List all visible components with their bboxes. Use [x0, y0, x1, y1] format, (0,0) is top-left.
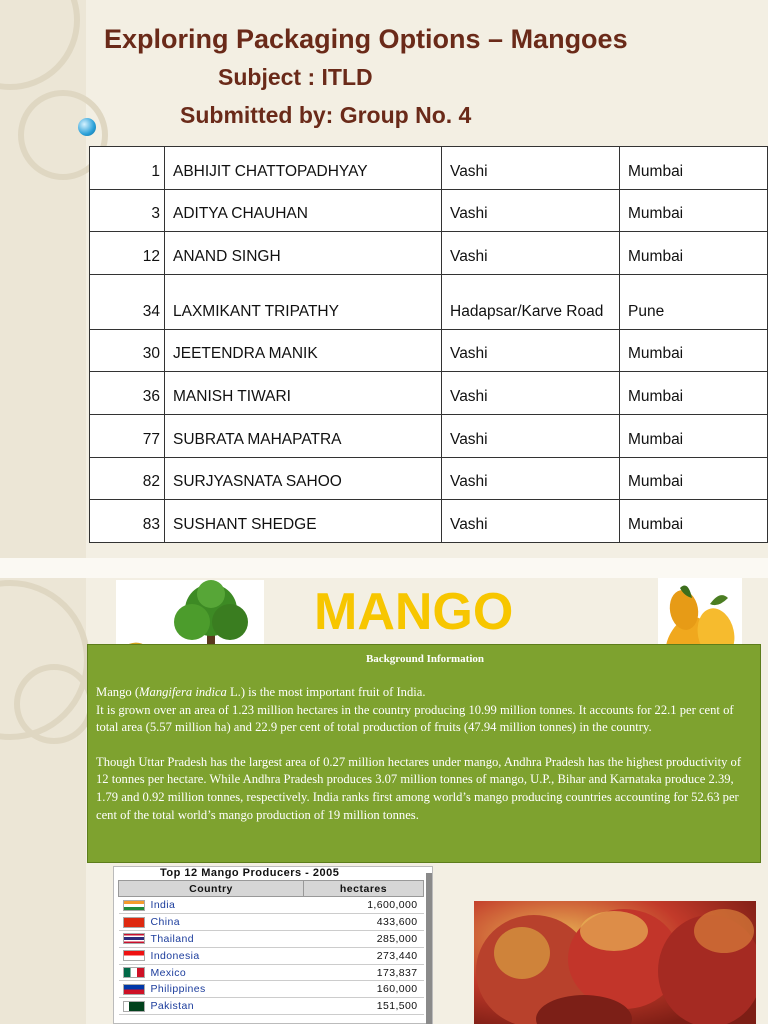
- member-name: ABHIJIT CHATTOPADHYAY: [165, 147, 442, 190]
- background-info-box: [87, 644, 761, 863]
- table-row: [90, 500, 768, 543]
- country-name: Thailand: [150, 932, 194, 945]
- table-row: [90, 457, 768, 500]
- table-row: [90, 372, 768, 415]
- para1-body: It is grown over an area of 1.23 million hectares in the country producing 10.99 million tonnes. It accounts for 22.1 per cent of total area (5.57 million ha) and 22.9 per cent of total production of fruits (47.94 million tonnes) in the country.: [96, 702, 734, 735]
- table-row: [90, 274, 768, 329]
- para1-line1-rest: L.) is the most important fruit of India.: [226, 685, 426, 699]
- producers-table: [118, 880, 424, 1015]
- member-city: Mumbai: [620, 189, 768, 232]
- member-name: LAXMIKANT TRIPATHY: [165, 274, 442, 329]
- member-number: 82: [90, 457, 165, 500]
- background-paragraph-2: Though Uttar Pradesh has the largest area of 0.27 million hectares under mango, Andhra Pradesh has the highest productivity of 12 tonnes per hectare. While Andhra Pradesh produces 3.07 million tonnes of mango, U.P., Bihar and Karnataka produce 2.39, 1.79 and 0.92 million tonnes, respectively. India ranks first among world’s mango producing countries accounting for 52.63 per cent of the total world’s mango production of 19 million tonnes.: [96, 754, 742, 822]
- member-area: Vashi: [442, 500, 620, 543]
- member-city: Mumbai: [620, 372, 768, 415]
- member-number: 83: [90, 500, 165, 543]
- member-city: Mumbai: [620, 500, 768, 543]
- page-title: Exploring Packaging Options – Mangoes: [104, 24, 628, 54]
- member-area: Vashi: [442, 147, 620, 190]
- table-row: [90, 414, 768, 457]
- hectares-value: 160,000: [304, 981, 424, 998]
- member-name: MANISH TIWARI: [165, 372, 442, 415]
- member-name: SUSHANT SHEDGE: [165, 500, 442, 543]
- table-row: [119, 930, 424, 947]
- table-row: [119, 981, 424, 998]
- member-number: 34: [90, 274, 165, 329]
- thailand-flag-icon: [123, 933, 145, 944]
- producers-header-row: [119, 881, 424, 897]
- table-row: [119, 913, 424, 930]
- hectares-value: 151,500: [304, 998, 424, 1015]
- hectares-value: 285,000: [304, 930, 424, 947]
- member-number: 77: [90, 414, 165, 457]
- hectares-value: 433,600: [304, 913, 424, 930]
- indonesia-flag-icon: [123, 950, 145, 961]
- member-city: Mumbai: [620, 232, 768, 275]
- member-name: ADITYA CHAUHAN: [165, 189, 442, 232]
- hectares-value: 173,837: [304, 964, 424, 981]
- member-number: 3: [90, 189, 165, 232]
- background-paragraph-1: [96, 684, 756, 737]
- decorative-ring: [14, 664, 94, 744]
- member-number: 1: [90, 147, 165, 190]
- subject-line: Subject : ITLD: [218, 64, 373, 90]
- top-producers-table-image: [113, 866, 433, 1024]
- country-column-header: Country: [119, 881, 304, 897]
- hectares-value: 1,600,000: [304, 897, 424, 914]
- member-number: 30: [90, 329, 165, 372]
- table-row: [119, 947, 424, 964]
- table-row: [90, 189, 768, 232]
- member-city: Pune: [620, 274, 768, 329]
- slide-divider: [0, 558, 768, 578]
- table-row: [90, 329, 768, 372]
- india-flag-icon: [123, 900, 145, 911]
- table-row: [119, 964, 424, 981]
- country-name: Indonesia: [150, 949, 200, 962]
- background-info-title: Background Information: [365, 653, 485, 665]
- member-city: Mumbai: [620, 147, 768, 190]
- member-area: Vashi: [442, 189, 620, 232]
- philippines-flag-icon: [123, 984, 145, 995]
- china-flag-icon: [123, 917, 145, 928]
- para1-prefix: Mango (: [96, 685, 140, 699]
- members-table: [89, 146, 768, 543]
- member-area: Vashi: [442, 457, 620, 500]
- member-area: Vashi: [442, 372, 620, 415]
- member-city: Mumbai: [620, 457, 768, 500]
- member-area: Hadapsar/Karve Road: [442, 274, 620, 329]
- country-name: China: [150, 915, 180, 928]
- mango-photo: [474, 901, 756, 1024]
- hectares-value: 273,440: [304, 947, 424, 964]
- member-area: Vashi: [442, 414, 620, 457]
- pakistan-flag-icon: [123, 1001, 145, 1012]
- member-city: Mumbai: [620, 414, 768, 457]
- scrollbar[interactable]: [426, 873, 432, 1024]
- member-area: Vashi: [442, 329, 620, 372]
- hectares-column-header: hectares: [304, 881, 424, 897]
- member-name: SURJYASNATA SAHOO: [165, 457, 442, 500]
- country-name: India: [150, 898, 176, 911]
- background-info-text: [96, 684, 756, 824]
- species-name: Mangifera indica: [139, 685, 227, 699]
- table-row: [119, 897, 424, 914]
- mango-heading: MANGO: [314, 583, 514, 641]
- country-name: Pakistan: [150, 1000, 194, 1013]
- member-number: 36: [90, 372, 165, 415]
- table-row: [90, 232, 768, 275]
- member-city: Mumbai: [620, 329, 768, 372]
- member-name: SUBRATA MAHAPATRA: [165, 414, 442, 457]
- country-name: Philippines: [150, 983, 206, 996]
- member-number: 12: [90, 232, 165, 275]
- producers-title: Top 12 Mango Producers - 2005: [160, 867, 340, 879]
- table-row: [119, 998, 424, 1015]
- submitted-by-line: Submitted by: Group No. 4: [180, 102, 472, 128]
- member-name: JEETENDRA MANIK: [165, 329, 442, 372]
- member-name: ANAND SINGH: [165, 232, 442, 275]
- mexico-flag-icon: [123, 967, 145, 978]
- country-name: Mexico: [150, 966, 187, 979]
- table-row: [90, 147, 768, 190]
- member-area: Vashi: [442, 232, 620, 275]
